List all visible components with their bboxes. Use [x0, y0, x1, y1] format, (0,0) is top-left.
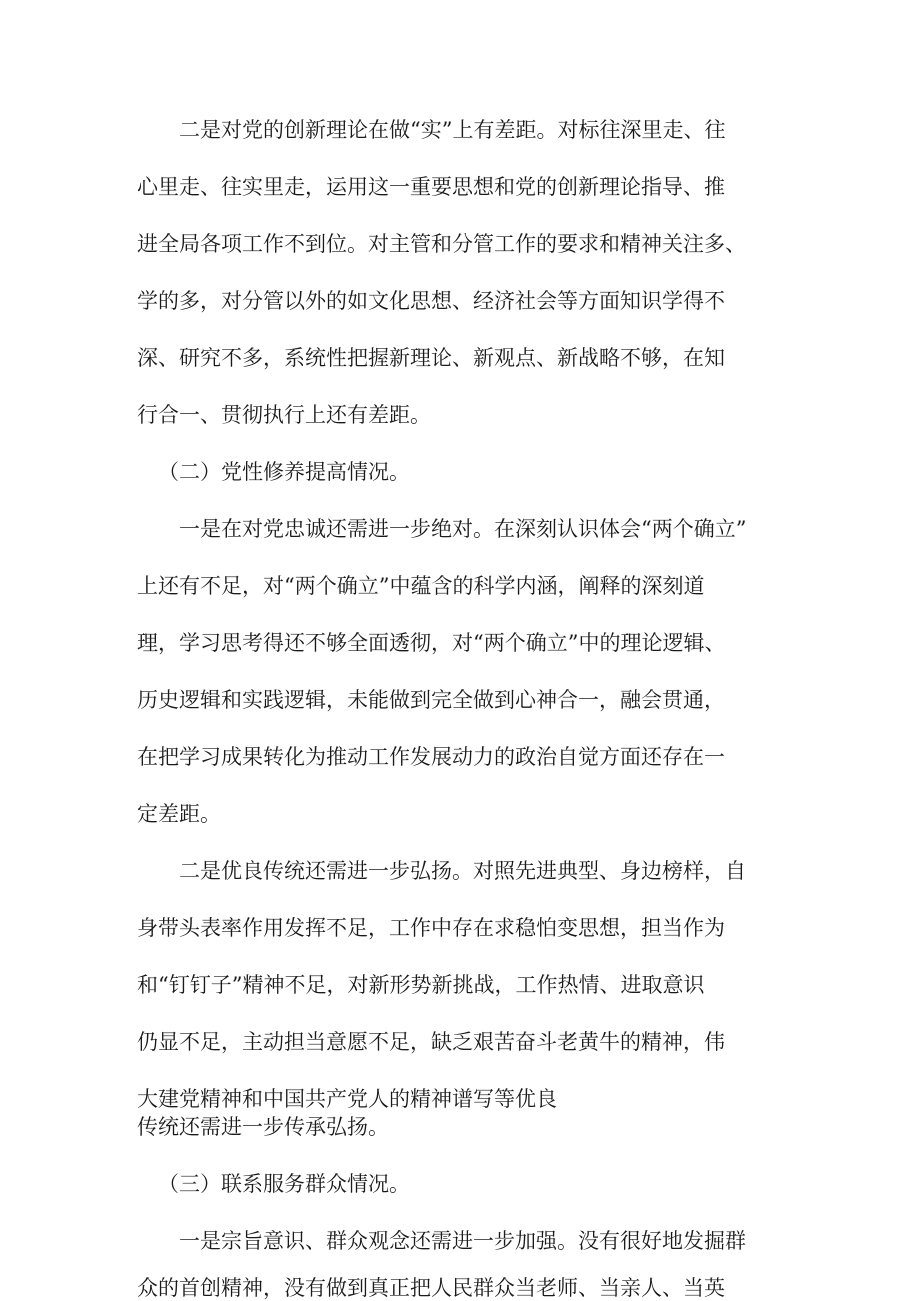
text-line: 心里走、往实里走，运用这一重要思想和党的创新理论指导、推: [137, 175, 725, 199]
text-line: 一是在对党忠诚还需进一步绝对。在深刻认识体会“两个确立”: [179, 517, 747, 541]
text-line: 理，学习思考得还不够全面透彻，对“两个确立”中的理论逻辑、: [137, 631, 726, 655]
text-line: 身带头表率作用发挥不足，工作中存在求稳怕变思想，担当作为: [137, 916, 725, 940]
text-line: 二是优良传统还需进一步弘扬。对照先进典型、身边榜样，自: [179, 859, 746, 883]
text-line: 大建党精神和中国共产党人的精神谱写等优良: [137, 1087, 557, 1111]
text-line: 传统还需进一步传承弘扬。: [137, 1115, 389, 1139]
text-line: 进全局各项工作不到位。对主管和分管工作的要求和精神关注多、: [137, 232, 746, 256]
text-line: 二是对党的创新理论在做“实”上有差距。对标往深里走、往: [179, 118, 726, 142]
text-line: 一是宗旨意识、群众观念还需进一步加强。没有很好地发掘群: [179, 1229, 746, 1253]
text-line: 上还有不足，对“两个确立”中蕴含的科学内涵，阐释的深刻道: [137, 574, 705, 598]
text-line: 学的多，对分管以外的如文化思想、经济社会等方面知识学得不: [137, 289, 725, 313]
text-line: 历史逻辑和实践逻辑，未能做到完全做到心神合一，融会贯通，: [137, 688, 725, 712]
text-line: 仍显不足，主动担当意愿不足，缺乏艰苦奋斗老黄牛的精神，伟: [137, 1030, 725, 1054]
section-heading: （二）党性修养提高情况。: [158, 460, 410, 484]
text-line: 深、研究不多，系统性把握新理论、新观点、新战略不够，在知: [137, 346, 725, 370]
text-line: 和“钉钉子”精神不足，对新形势新挑战，工作热情、进取意识: [137, 973, 705, 997]
text-line: 在把学习成果转化为推动工作发展动力的政治自觉方面还存在一: [137, 745, 725, 769]
text-line: 众的首创精神，没有做到真正把人民群众当老师、当亲人、当英: [137, 1276, 725, 1300]
text-line: 行合一、贯彻执行上还有差距。: [137, 403, 431, 427]
text-line: 定差距。: [137, 802, 221, 826]
section-heading: （三）联系服务群众情况。: [158, 1172, 410, 1196]
